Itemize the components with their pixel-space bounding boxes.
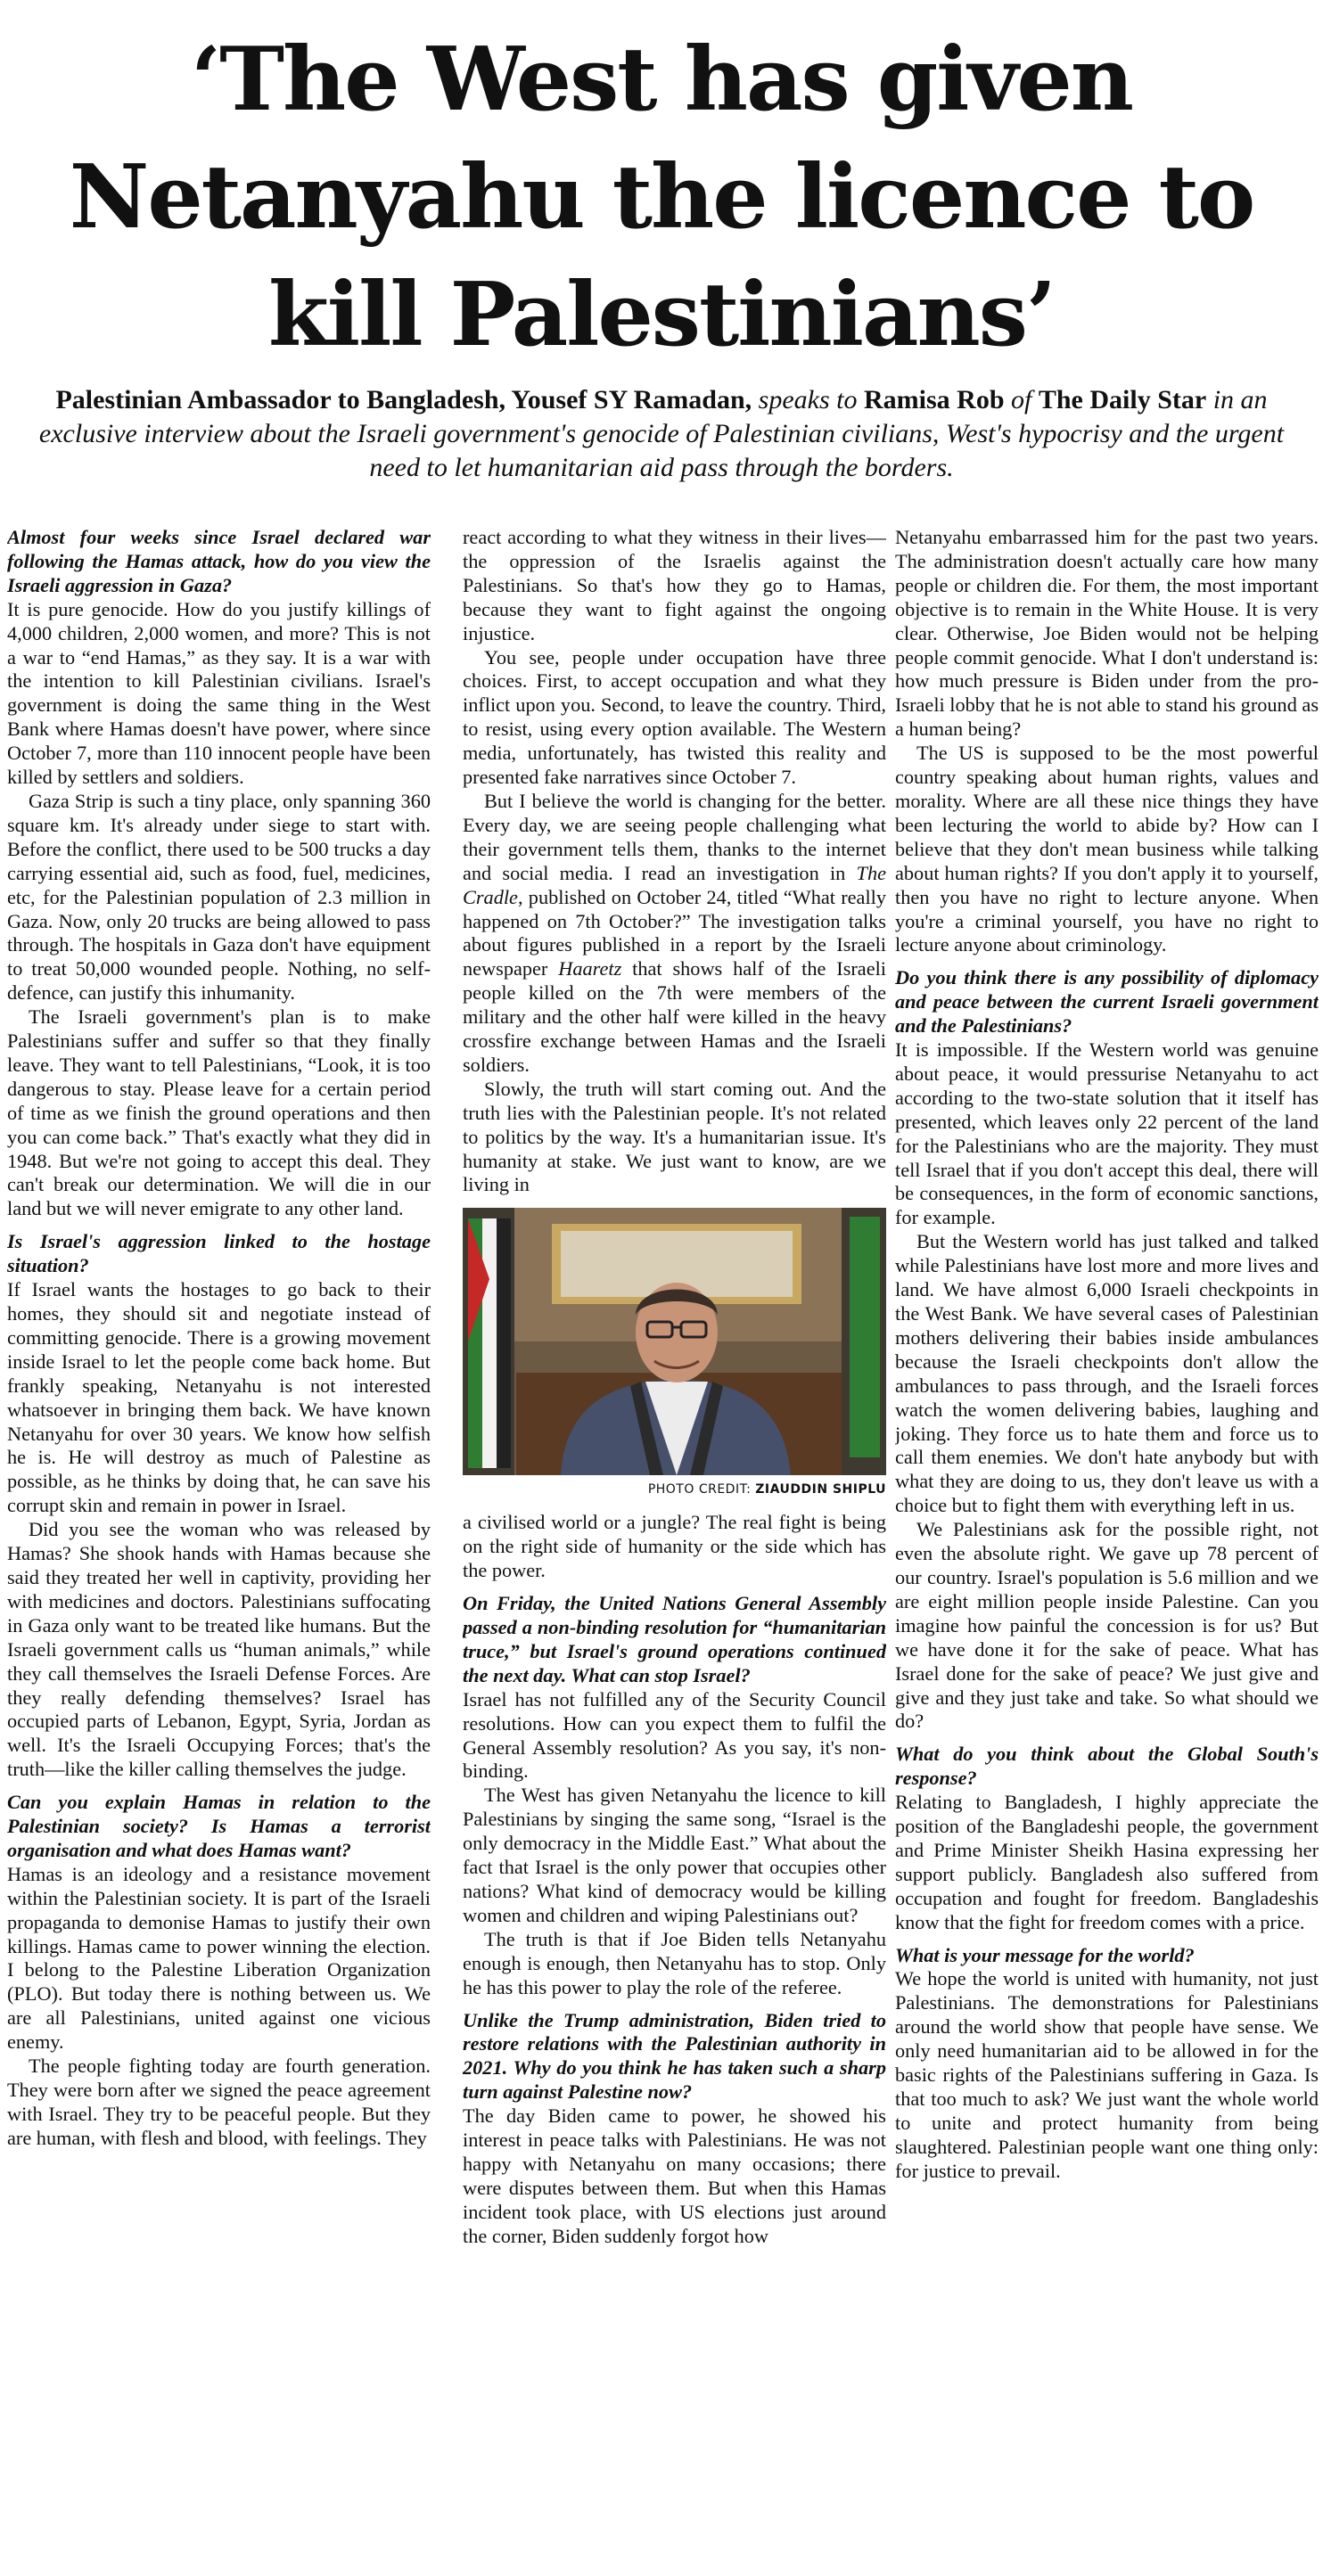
question: Almost four weeks since Israel declared war following the Hamas attack, how do you view the Israeli aggression in Gaza? xyxy=(7,526,431,596)
question: What is your message for the world? xyxy=(895,1943,1195,1966)
answer-paragraph: Israel has not fulfilled any of the Security Council resolutions. How can you expect them to fulfil the General Assembly resolution? As you say, it's non-binding. xyxy=(463,1687,886,1783)
answer-paragraph: If Israel wants the hostages to go back to their homes, they should sit and negotiate instead of committing genocide. There is a growing movement inside Israel to let the people come back home. But frankly speaking, Netanyahu is not interested whatsoever in bringing them back. We have known Netanyahu for over 30 years. We know how selfish he is. He will destroy as much of Palestine as possible, as he thinks by doing that, he can save his corrupt skin and remain in power in Israel. xyxy=(7,1278,431,1517)
answer-paragraph: It is pure genocide. How do you justify killings of 4,000 children, 2,000 women, and more? This is not a war to “end Hamas,” as they say. It is a war with the intention to kill Palestinian civilians. Israel's government is doing the same thing in the West Bank where Hamas doesn't have power, where since October 7, more than 110 innocent people have been killed by settlers and soldiers. xyxy=(7,597,431,789)
question: Do you think there is any possibility of diplomacy and peace between the current Israeli government and the Palestinians? xyxy=(895,966,1319,1038)
answer-paragraph: We Palestinians ask for the possible right, not even the absolute right. We gave up 78 percent of our country. Israel's population is 5.6 million and we are eight million people inside Palestine. Can you imagine how painful the concession is for us? But we have done it for the sake of peace. What has Israel done for the sake of peace? We just give and give and they just take and take. So what should we do? xyxy=(895,1518,1319,1733)
answer-paragraph: Gaza Strip is such a tiny place, only spanning 360 square km. It's already under siege to start with. Before the conflict, there used to be 500 trucks a day carrying essential aid, such as food, fuel, medicines, etc, for the Palestinian population of 2.3 million in Gaza. Now, only 20 trucks are being allowed to pass through. The hospitals in Gaza don't have equipment to treat 50,000 wounded people. Nothing, no self-defence, can justify this inhumanity. xyxy=(7,789,431,1005)
question: What do you think about the Global South's response? xyxy=(895,1743,1319,1790)
standfirst-text: speaks to xyxy=(752,385,864,414)
ambassador-photo xyxy=(463,1208,886,1475)
answer-paragraph: It is impossible. If the Western world was genuine about peace, it would pressurise Netanyahu to act according to the two-state solution that it itself has presented, which leaves only 22 percent of the land for the Palestinians who are the majority. They must tell Israel that if you don't accept this deal, there will be consequences, in the form of economic sanctions, for example. xyxy=(895,1038,1319,1229)
standfirst-subject: Palestinian Ambassador to Bangladesh, Yousef SY Ramadan, xyxy=(55,385,752,414)
answer-paragraph: We hope the world is united with humanity, not just Palestinians. The demonstrations for Palestinians around the world show that people have sense. We only need humanitarian aid to be allowed in for the basic rights of the Palestinians suffering in Gaza. Is that too much to ask? We just want the whole world to unite and protect humanity from being slaughtered. Palestinian people want one thing only: for justice to prevail. xyxy=(895,1967,1319,2182)
answer-paragraph: The West has given Netanyahu the licence to kill Palestinians by singing the same song, “Israel is the only democracy in the Middle East.” What about the fact that Israel is the only power that occupies other nations? What kind of democracy would be killing women and children and wiping Palestinians out? xyxy=(463,1784,886,1926)
publication-name: The Cradle xyxy=(463,861,886,908)
question: On Friday, the United Nations General Assembly passed a non-binding resolution for “humanitarian truce,” but Israel's ground operations continued the next day. What can stop Israel? xyxy=(463,1592,886,1686)
headline: ‘The West has given Netanyahu the licence to kill Palestinians’ xyxy=(69,29,1254,366)
newspaper-name: Haaretz xyxy=(558,957,622,980)
standfirst-author: Ramisa Rob xyxy=(863,385,1005,414)
answer-paragraph: The Israeli government's plan is to make Palestinians suffer and suffer so that they finally leave. They want to tell Palestinians, “Look, it is too dangerous to stay. Please leave for a certain period of time as we finish the ground operations and then you can come back.” That's exactly what they did in 1948. But we're not going to accept this deal. They can't break our determination. We will die in our land but we will never emigrate to any other land. xyxy=(7,1005,431,1220)
answer-paragraph: But the Western world has just talked and talked while Palestinians have lost more and more lives and land. We have almost 6,000 Israeli checkpoints in the West Bank. We have several cases of Palestinian mothers delivering their babies inside ambulances because the Israeli checkpoints don't allow the ambulances to pass through, and the Israeli forces watch the women delivering babies, laughing and joking. They force us to hate them and force us to call them enemies. We don't hate anybody but with what they are doing to us, they don't leave us with a choice but to fight them with everything left in us. xyxy=(895,1230,1319,1517)
answer-paragraph: Slowly, the truth will start coming out. And the truth lies with the Palestinian people. It's not related to politics by the way. It's a humanitarian issue. It's humanity at stake. We just want to know, are we living in xyxy=(463,1077,886,1196)
answer-paragraph: Relating to Bangladesh, I highly appreciate the position of the Bangladeshi people, the government and Prime Minister Sheikh Hasina expressing her support publicly. Bangladesh also suffered from occupation and fought for freedom. Bangladeshis know that the fight for freedom comes with a price. xyxy=(895,1791,1319,1933)
answer-paragraph: Netanyahu embarrassed him for the past two years. The administration doesn't actually care how many people or children die. For them, the most important objective is to remain in the White House. It is very clear. Otherwise, Joe Biden would not be helping people commit genocide. What I don't understand is: how much pressure is Biden under from the pro-Israeli lobby that he is not able to stand his ground as a human being? xyxy=(895,526,1319,741)
answer-paragraph: Did you see the woman who was released by Hamas? She shook hands with Hamas because she said they treated her well in captivity, providing her with medicines and doctors. Palestinians suffocating in Gaza only want to be treated like humans. But the Israeli government calls us “human animals,” while they call themselves the Israeli Defense Forces. Are they really defending themselves? Israel has occupied parts of Lebanon, Egypt, Syria, Jordan as well. It's the Israeli Occupying Forces; that's the truth—like the killer calling themselves the judge. xyxy=(7,1518,431,1781)
answer-paragraph: The day Biden came to power, he showed his interest in peace talks with Palestinians. He was not happy with Netanyahu on many occasions; there were disputes between them. But when this Hamas incident took place, with US elections just around the corner, Biden suddenly forgot how xyxy=(463,2104,886,2247)
column-3 xyxy=(895,526,1319,2571)
standfirst xyxy=(14,383,1309,485)
question: Unlike the Trump administration, Biden tried to restore relations with the Palestinian authority in 2021. Why do you think he has taken such a sharp turn against Palestine now? xyxy=(463,2008,886,2104)
answer-paragraph: Hamas is an ideology and a resistance movement within the Palestinian society. It is part of the Israeli propaganda to demonise Hamas to justify their own killings. Hamas came to power winning the election. I belong to the Palestine Liberation Organization (PLO). But today there is nothing between us. We are all Palestinians, united against one vicious enemy. xyxy=(7,1862,431,2054)
standfirst-text: in an exclusive interview about the Israeli government's genocide of Palestinian civilians, West's hypocrisy and the urgent need to let humanitarian aid pass through the borders. xyxy=(38,385,1285,482)
answer-paragraph: But I believe the world is changing for the better. Every day, we are seeing people challenging what their government tells them, thanks to the internet and social media. I read an investigation in The Cradle, published on October 24, titled “What really happened on 7th October?” The investigation talks about figures published in a report by the Israeli newspaper Haaretz that shows half of the Israeli people killed on the 7th were members of the military and the other half were killed in the heavy crossfire exchange between Hamas and the Israeli soldiers. xyxy=(463,789,886,1076)
photographer-name: ZIAUDDIN SHIPLU xyxy=(755,1482,886,1497)
column-1 xyxy=(7,526,431,2571)
answer-paragraph: The truth is that if Joe Biden tells Netanyahu enough is enough, then Netanyahu has to stop. Only he has this power to play the role of the referee. xyxy=(463,1927,886,1998)
column-2 xyxy=(463,526,886,2571)
question: Is Israel's aggression linked to the hostage situation? xyxy=(7,1230,431,1277)
standfirst-text: of xyxy=(1004,385,1039,414)
question: Can you explain Hamas in relation to the Palestinian society? Is Hamas a terrorist organisation and what does Hamas want? xyxy=(7,1791,431,1861)
answer-paragraph: You see, people under occupation have three choices. First, to accept occupation and what they inflict upon you. Second, to leave the country. Third, to resist, using every option available. The Western media, unfortunately, has twisted this reality and presented fake narratives since October 7. xyxy=(463,645,886,789)
photo-credit: PHOTO CREDIT: ZIAUDDIN SHIPLU xyxy=(647,1482,886,1497)
answer-paragraph: The US is supposed to be the most powerful country speaking about human rights, values and morality. Where are all these nice things they have been lecturing the world to abide by? How can I believe that they don't mean business while talking about human rights? If you don't apply it to yourself, then you have no right to lecture anyone. When you're a criminal yourself, you have no right to lecture anyone about criminology. xyxy=(895,742,1319,956)
answer-paragraph: a civilised world or a jungle? The real fight is being on the right side of humanity or the side which has the power. xyxy=(463,1511,886,1582)
answer-paragraph: react according to what they witness in their lives—the oppression of the Israelis against the Palestinians. So that's how they go to Hamas, because they want to fight against the ongoing injustice. xyxy=(463,526,886,644)
answer-paragraph: The people fighting today are fourth generation. They were born after we signed the peace agreement with Israel. They try to be peaceful people. But they are human, with flesh and blood, with feelings. They xyxy=(7,2055,431,2149)
standfirst-publication: The Daily Star xyxy=(1038,385,1207,414)
